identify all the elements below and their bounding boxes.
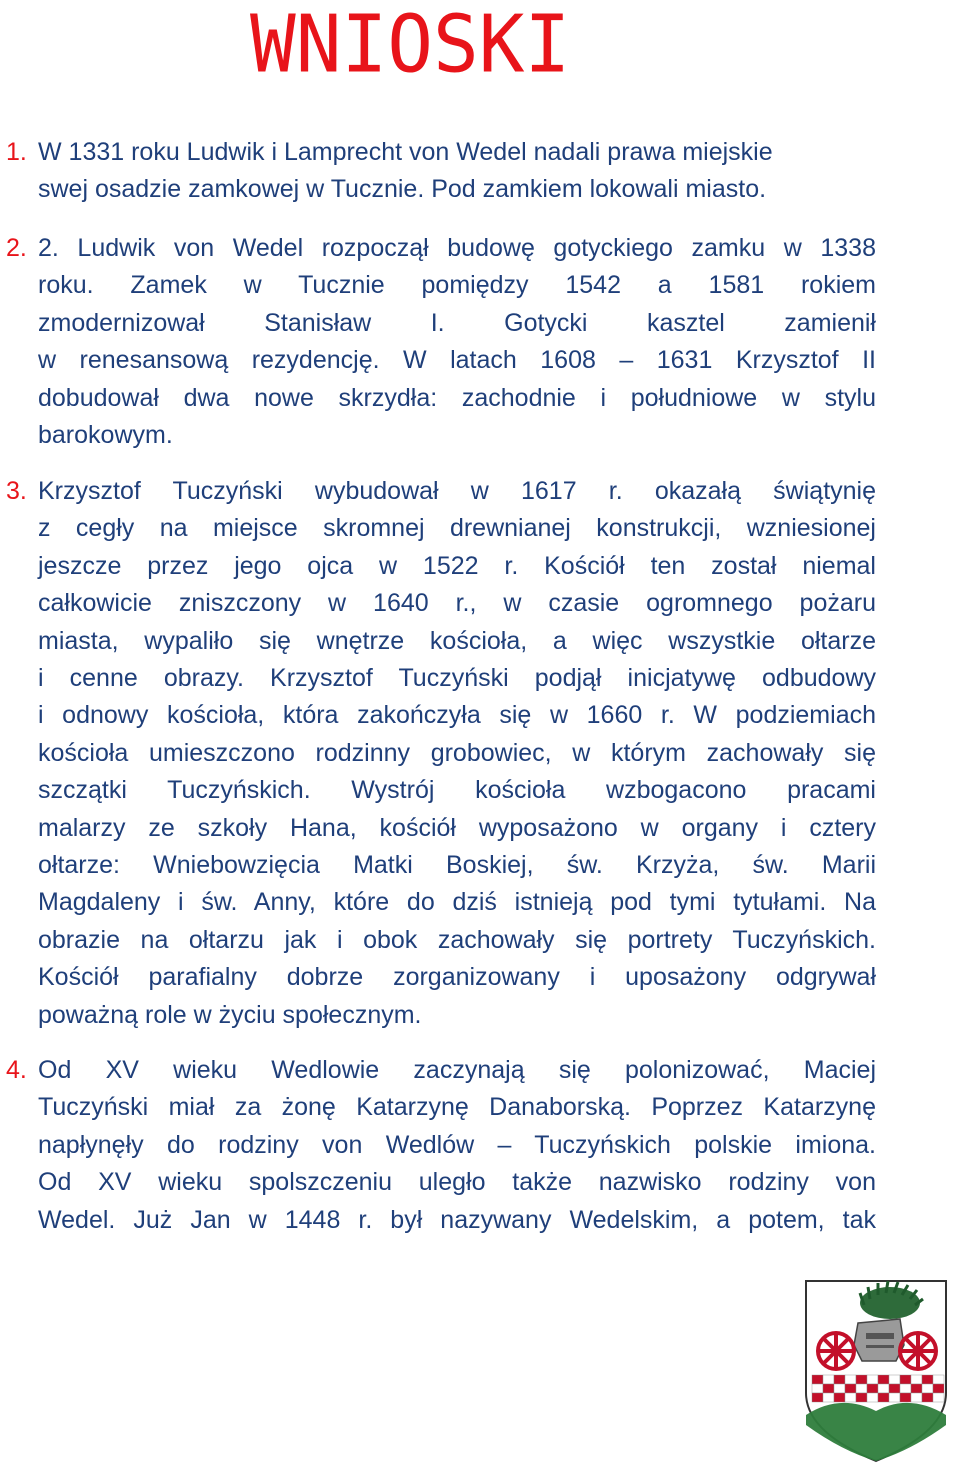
- check-square: [867, 1393, 878, 1402]
- paragraph-line: z cegły na miejsce skromnej drewnianej konstrukcji, wzniesionej: [38, 514, 876, 543]
- paragraph-line: dobudował dwa nowe skrzydła: zachodnie i południowe w stylu: [38, 383, 876, 412]
- check-square: [889, 1393, 900, 1402]
- paragraph-line: malarzy ze szkoły Hana, kościół wyposażono w organy i cztery: [38, 813, 876, 842]
- item-number: 2.: [6, 234, 27, 262]
- check-square: [834, 1393, 845, 1402]
- check-square: [856, 1393, 867, 1402]
- paragraph-line: W 1331 roku Ludwik i Lamprecht von Wedel nadali prawa miejskie: [38, 138, 773, 166]
- paragraph-line: i cenne obrazy. Krzysztof Tuczyński podjął inicjatywę odbudowy: [38, 664, 876, 693]
- paragraph-line: swej osadzie zamkowej w Tucznie. Pod zamkiem lokowali miasto.: [38, 175, 767, 204]
- check-square: [911, 1393, 922, 1402]
- check-square: [812, 1393, 823, 1402]
- paragraph-line: kościoła umieszczono rodzinny grobowiec, w którym zachowały się: [38, 738, 876, 767]
- paragraph-line: 2. Ludwik von Wedel rozpoczął budowę gotyckiego zamku w 1338: [38, 234, 876, 262]
- check-square: [878, 1375, 889, 1384]
- check-square: [834, 1384, 845, 1393]
- item-number: 3.: [6, 477, 27, 505]
- check-square: [922, 1384, 933, 1393]
- checkered-band: [812, 1375, 944, 1402]
- paragraph-line: Tuczyński miał za żonę Katarzynę Danaborską. Poprzez Katarzynę: [38, 1093, 876, 1122]
- paragraph-line: ołtarze: Wniebowzięcia Matki Boskiej, św. Krzyża, św. Marii: [38, 851, 876, 880]
- paragraph-line: całkowicie zniszczony w 1640 r., w czasie ogromnego pożaru: [38, 589, 876, 618]
- paragraph-line: w renesansową rezydencję. W latach 1608 – 1631 Krzysztof II: [38, 346, 876, 375]
- check-square: [933, 1393, 944, 1402]
- paragraph-line: napłynęły do rodziny von Wedlów – Tuczyńskich polskie imiona.: [38, 1130, 876, 1159]
- paragraph-line: zmodernizował Stanisław I. Gotycki kasztel zamienił: [38, 308, 876, 337]
- item-paragraph: [38, 230, 876, 454]
- paragraph-line: jeszcze przez jego ojca w 1522 r. Kościół ten został niemal: [38, 551, 876, 580]
- paragraph-line: Magdaleny i św. Anny, które do dziś istnieją pod tymi tytułami. Na: [38, 888, 876, 917]
- item-paragraph: [38, 473, 876, 1034]
- check-square: [823, 1375, 834, 1384]
- check-square: [856, 1384, 867, 1393]
- paragraph-line: szczątki Tuczyńskich. Wystrój kościoła wzbogacono pracami: [38, 776, 876, 805]
- check-square: [922, 1375, 933, 1384]
- item-number: 1.: [6, 138, 27, 166]
- item-paragraph: [38, 134, 876, 209]
- check-square: [933, 1384, 944, 1393]
- paragraph-line: poważną role w życiu społecznym.: [38, 1000, 422, 1029]
- check-square: [812, 1384, 823, 1393]
- check-square: [878, 1384, 889, 1393]
- paragraph-line: Od XV wieku Wedlowie zaczynają się polonizować, Maciej: [38, 1056, 876, 1084]
- check-square: [845, 1384, 856, 1393]
- check-square: [823, 1384, 834, 1393]
- check-square: [878, 1393, 889, 1402]
- item-paragraph: [38, 1052, 876, 1239]
- check-square: [889, 1375, 900, 1384]
- paragraph-line: Kościół parafialny dobrze zorganizowany i uposażony odgrywał: [38, 963, 876, 992]
- check-square: [856, 1375, 867, 1384]
- check-square: [900, 1384, 911, 1393]
- helmet-icon: [854, 1319, 904, 1361]
- check-square: [900, 1393, 911, 1402]
- coat-of-arms-icon: [800, 1275, 952, 1465]
- check-square: [911, 1384, 922, 1393]
- check-square: [834, 1375, 845, 1384]
- paragraph-line: barokowym.: [38, 421, 173, 450]
- wheel-left-icon: [818, 1333, 854, 1369]
- paragraph-line: i odnowy kościoła, która zakończyła się w 1660 r. W podziemiach: [38, 701, 876, 730]
- paragraph-line: miasta, wypaliło się wnętrze kościoła, a więc wszystkie ołtarze: [38, 626, 876, 655]
- paragraph-line: Krzysztof Tuczyński wybudował w 1617 r. okazałą świątynię: [38, 477, 876, 505]
- paragraph-line: roku. Zamek w Tucznie pomiędzy 1542 a 1581 rokiem: [38, 271, 876, 300]
- check-square: [845, 1393, 856, 1402]
- check-square: [867, 1384, 878, 1393]
- check-square: [812, 1375, 823, 1384]
- check-square: [922, 1393, 933, 1402]
- page-title: WNIOSKI: [250, 0, 571, 91]
- check-square: [933, 1375, 944, 1384]
- check-square: [911, 1375, 922, 1384]
- check-square: [867, 1375, 878, 1384]
- check-square: [889, 1384, 900, 1393]
- paragraph-line: Od XV wieku spolszczeniu uległo także nazwisko rodziny von: [38, 1168, 876, 1197]
- paragraph-line: Wedel. Już Jan w 1448 r. był nazywany Wedelskim, a potem, tak: [38, 1205, 876, 1234]
- check-square: [900, 1375, 911, 1384]
- check-square: [845, 1375, 856, 1384]
- wheel-right-icon: [900, 1333, 936, 1369]
- paragraph-line: obrazie na ołtarzu jak i obok zachowały się portrety Tuczyńskich.: [38, 925, 876, 954]
- check-square: [823, 1393, 834, 1402]
- item-number: 4.: [6, 1056, 27, 1084]
